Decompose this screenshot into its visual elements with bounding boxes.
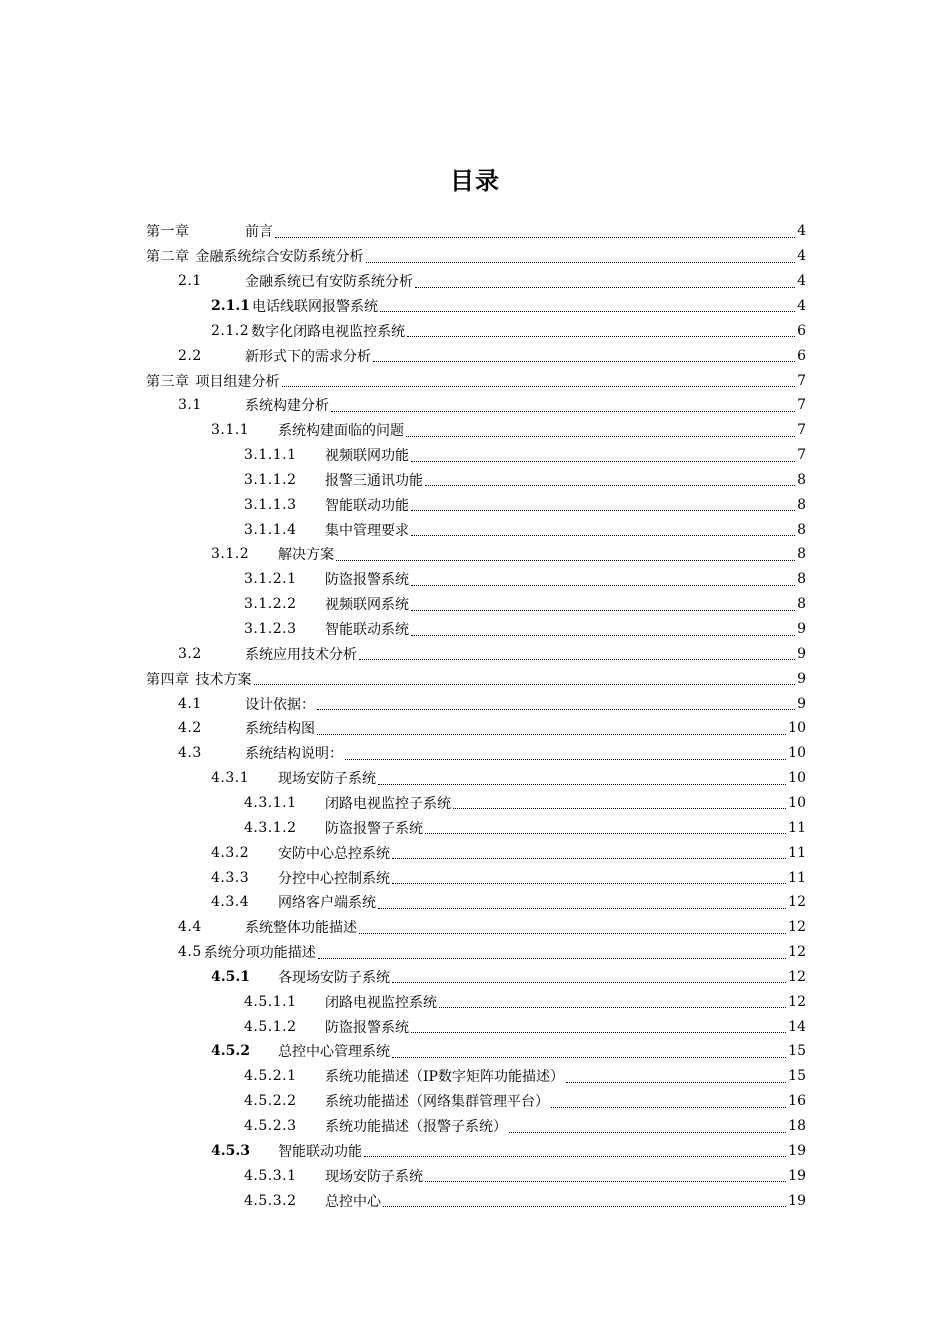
toc-entry[interactable] — [244, 1114, 806, 1139]
toc-entry-page: 8 — [797, 546, 806, 563]
toc-entry-title: 智能联动功能 — [278, 1143, 362, 1160]
toc-dot-leader — [411, 510, 795, 511]
toc-dot-leader — [411, 635, 795, 636]
toc-dot-leader — [359, 933, 786, 934]
toc-dot-leader — [254, 684, 796, 685]
toc-entry-title: 技术方案 — [195, 671, 252, 688]
toc-entry-title: 视频联网系统 — [325, 597, 409, 614]
toc-entry-page: 8 — [797, 571, 806, 588]
toc-entry[interactable] — [178, 641, 806, 666]
toc-entry[interactable] — [211, 965, 806, 990]
toc-entry[interactable] — [244, 1014, 806, 1039]
toc-entry-title: 安防中心总控系统 — [278, 845, 390, 862]
toc-entry-page: 4 — [797, 297, 806, 314]
toc-entry-number: 4.5.3.1 — [244, 1167, 297, 1184]
toc-entry-number: 4.3.1.1 — [244, 794, 297, 811]
toc-entry-page: 7 — [797, 397, 806, 414]
toc-entry-title: 前言 — [245, 224, 273, 241]
toc-entry-number: 2.1.1 — [211, 297, 250, 314]
toc-entry-title: 设计依据： — [245, 696, 315, 713]
toc-dot-leader — [411, 461, 795, 462]
toc-entry-page: 4 — [797, 273, 806, 290]
toc-entry-page: 7 — [797, 447, 806, 464]
toc-entry-title: 新形式下的需求分析 — [245, 348, 371, 365]
toc-dot-leader — [345, 759, 786, 760]
toc-entry-number: 4.3.4 — [211, 894, 250, 911]
toc-entry-title: 视频联网功能 — [325, 448, 409, 465]
toc-entry-title: 各现场安防子系统 — [278, 969, 390, 986]
toc-entry-title: 闭路电视监控子系统 — [325, 795, 451, 812]
toc-dot-leader — [359, 659, 795, 660]
toc-entry-number: 3.1.1 — [211, 422, 250, 439]
toc-entry[interactable] — [244, 617, 806, 642]
toc-entry[interactable] — [178, 716, 806, 741]
toc-entry-title: 分控中心控制系统 — [278, 870, 390, 887]
toc-entry-title: 系统构建分析 — [245, 398, 329, 415]
toc-entry-title: 系统应用技术分析 — [245, 646, 357, 663]
toc-entry-title: 数字化闭路电视监控系统 — [251, 323, 406, 340]
toc-entry-title: 系统分项功能描述 — [203, 945, 316, 962]
toc-entry[interactable] — [211, 766, 806, 791]
toc-dot-leader — [378, 784, 786, 785]
toc-entry-page: 12 — [788, 894, 806, 911]
toc-entry[interactable] — [244, 1089, 806, 1114]
toc-entry-title: 金融系统综合安防系统分析 — [195, 249, 364, 266]
toc-entry-number: 4.5.3.2 — [244, 1192, 297, 1209]
toc-entry-number: 3.1.2.1 — [244, 571, 297, 588]
toc-entry[interactable] — [244, 815, 806, 840]
toc-entry[interactable] — [211, 294, 806, 319]
toc-entry[interactable] — [211, 542, 806, 567]
toc-entry-number: 2.1 — [178, 273, 202, 290]
page-title: 目录 — [450, 167, 500, 195]
toc-entry-title: 解决方案 — [278, 547, 334, 564]
toc-entry-number: 3.2 — [178, 645, 202, 662]
toc-entry-title: 系统功能描述（IP数字矩阵功能描述） — [325, 1069, 564, 1086]
toc-entry-number: 4.1 — [178, 695, 202, 712]
toc-entry-number: 4.3 — [178, 745, 202, 762]
toc-entry-number: 4.5.2.3 — [244, 1118, 297, 1135]
toc-dot-leader — [411, 1032, 786, 1033]
toc-entry-title: 防盗报警系统 — [325, 572, 409, 589]
toc-entry-title: 智能联动功能 — [325, 497, 409, 514]
toc-entry-number: 4.5.1.2 — [244, 1018, 297, 1035]
toc-entry[interactable] — [178, 915, 806, 940]
toc-entry-number: 2.1.2 — [211, 322, 250, 339]
toc-dot-leader — [406, 436, 795, 437]
toc-entry-number: 4.5.1.1 — [244, 993, 297, 1010]
toc-dot-leader — [411, 535, 795, 536]
toc-entry[interactable] — [244, 517, 806, 542]
toc-dot-leader — [392, 858, 786, 859]
toc-entry-number: 3.1.1.1 — [244, 447, 297, 464]
toc-entry-page: 12 — [788, 919, 806, 936]
toc-entry-page: 8 — [797, 496, 806, 513]
toc-entry-page: 9 — [797, 670, 806, 687]
toc-entry-title: 现场安防子系统 — [278, 771, 376, 788]
toc-dot-leader — [392, 883, 786, 884]
toc-entry[interactable] — [244, 592, 806, 617]
toc-dot-leader — [378, 908, 786, 909]
toc-entry-page: 8 — [797, 471, 806, 488]
toc-entry-number: 4.5.2.1 — [244, 1068, 297, 1085]
toc-entry-title: 现场安防子系统 — [325, 1168, 423, 1185]
toc-entry-number: 第二章 — [146, 249, 190, 266]
toc-entry-page: 18 — [788, 1118, 806, 1135]
toc-entry-number: 3.1.2.3 — [244, 621, 297, 638]
toc-entry-page: 19 — [788, 1142, 806, 1159]
toc-entry-page: 19 — [788, 1192, 806, 1209]
toc-dot-leader — [407, 336, 795, 337]
toc-entry-page: 12 — [788, 944, 806, 961]
toc-entry[interactable] — [244, 791, 806, 816]
toc-entry-page: 4 — [797, 223, 806, 240]
toc-entry-title: 总控中心管理系统 — [278, 1044, 390, 1061]
toc-entry-page: 15 — [788, 1068, 806, 1085]
toc-dot-leader — [551, 1107, 786, 1108]
toc-entry-title: 集中管理要求 — [325, 522, 409, 539]
toc-entry-page: 11 — [788, 869, 806, 886]
toc-entry-title: 系统结构图 — [245, 721, 315, 738]
toc-dot-leader — [317, 709, 795, 710]
toc-dot-leader — [566, 1082, 786, 1083]
toc-dot-leader — [275, 237, 795, 238]
toc-entry-number: 4.3.3 — [211, 869, 250, 886]
toc-dot-leader — [380, 311, 795, 312]
toc-entry-number: 4.2 — [178, 720, 202, 737]
toc-entry-number: 4.5.1 — [211, 968, 250, 985]
toc-entry[interactable] — [244, 989, 806, 1014]
toc-entry-page: 10 — [788, 794, 806, 811]
toc-entry-number: 4.5.2 — [211, 1043, 250, 1060]
toc-entry-page: 6 — [797, 347, 806, 364]
toc-entry[interactable] — [211, 890, 806, 915]
toc-dot-leader — [392, 1057, 786, 1058]
toc-entry-title: 闭路电视监控系统 — [325, 994, 437, 1011]
toc-entry-page: 7 — [797, 422, 806, 439]
toc-dot-leader — [415, 287, 795, 288]
toc-entry[interactable] — [178, 741, 806, 766]
toc-entry-number: 第一章 — [146, 224, 190, 241]
toc-dot-leader — [439, 1007, 786, 1008]
toc-dot-leader — [366, 262, 796, 263]
toc-dot-leader — [282, 386, 796, 387]
toc-entry[interactable] — [211, 1138, 806, 1163]
toc-dot-leader — [453, 808, 786, 809]
toc-dot-leader — [317, 734, 786, 735]
toc-entry[interactable] — [211, 840, 806, 865]
toc-dot-leader — [392, 982, 786, 983]
toc-entry[interactable] — [178, 269, 806, 294]
toc-entry[interactable] — [146, 219, 806, 244]
toc-entry-page: 19 — [788, 1167, 806, 1184]
toc-dot-leader — [383, 1206, 786, 1207]
toc-entry[interactable] — [244, 1163, 806, 1188]
toc-dot-leader — [336, 560, 795, 561]
toc-dot-leader — [318, 958, 786, 959]
toc-entry-page: 10 — [788, 770, 806, 787]
toc-entry[interactable] — [211, 1039, 806, 1064]
toc-entry-number: 3.1.2 — [211, 546, 250, 563]
toc-entry-title: 总控中心 — [325, 1193, 381, 1210]
toc-entry-number: 4.5 — [178, 944, 202, 961]
toc-entry-page: 11 — [788, 844, 806, 861]
toc-entry-number: 3.1.1.4 — [244, 521, 297, 538]
toc-entry-title: 智能联动系统 — [325, 622, 409, 639]
toc-entry-page: 9 — [797, 695, 806, 712]
toc-entry-title: 防盗报警子系统 — [325, 820, 423, 837]
toc-dot-leader — [425, 1181, 786, 1182]
toc-entry-number: 4.3.1 — [211, 770, 250, 787]
toc-entry-page: 16 — [788, 1093, 806, 1110]
toc-dot-leader — [411, 610, 795, 611]
toc-entry[interactable] — [244, 468, 806, 493]
toc-entry-title: 系统功能描述（报警子系统） — [325, 1119, 507, 1136]
toc-entry[interactable] — [146, 368, 806, 393]
toc-entry[interactable] — [178, 343, 806, 368]
toc-entry-page: 9 — [797, 645, 806, 662]
toc-entry-number: 3.1.1.3 — [244, 496, 297, 513]
toc-entry-title: 项目组建分析 — [195, 373, 280, 390]
toc-dot-leader — [373, 361, 795, 362]
toc-entry-number: 4.4 — [178, 919, 202, 936]
toc-entry-page: 8 — [797, 521, 806, 538]
toc-dot-leader — [425, 833, 786, 834]
toc-entry[interactable] — [146, 666, 806, 691]
toc-entry[interactable] — [244, 567, 806, 592]
toc-entry-page: 11 — [788, 819, 806, 836]
toc-dot-leader — [425, 485, 795, 486]
toc-entry[interactable] — [211, 865, 806, 890]
toc-entry-page: 12 — [788, 993, 806, 1010]
toc-entry-number: 3.1.2.2 — [244, 596, 297, 613]
toc-entry-number: 2.2 — [178, 347, 202, 364]
toc-entry[interactable] — [146, 244, 806, 269]
toc-entry-title: 系统构建面临的问题 — [278, 423, 404, 440]
toc-entry[interactable] — [244, 1188, 806, 1213]
toc-dot-leader — [331, 411, 795, 412]
toc-entry-page: 15 — [788, 1043, 806, 1060]
toc-entry[interactable] — [244, 1064, 806, 1089]
toc-entry-title: 防盗报警系统 — [325, 1019, 409, 1036]
toc-entry-page: 14 — [788, 1018, 806, 1035]
toc-dot-leader — [364, 1156, 786, 1157]
toc-entry-page: 7 — [797, 372, 806, 389]
toc-entry-page: 4 — [797, 248, 806, 265]
toc-entry[interactable] — [244, 443, 806, 468]
toc-dot-leader — [509, 1132, 786, 1133]
toc-entry-number: 3.1 — [178, 397, 202, 414]
toc-entry-page: 10 — [788, 745, 806, 762]
toc-entry[interactable] — [211, 418, 806, 443]
toc-entry-page: 10 — [788, 720, 806, 737]
toc-entry-number: 4.3.2 — [211, 844, 250, 861]
toc-entry-title: 报警三通讯功能 — [325, 472, 423, 489]
toc-entry-number: 第三章 — [146, 373, 190, 390]
toc-entry-page: 8 — [797, 596, 806, 613]
toc-entry-page: 9 — [797, 621, 806, 638]
toc-entry[interactable] — [244, 492, 806, 517]
toc-entry[interactable] — [178, 393, 806, 418]
toc-entry-title: 系统整体功能描述 — [245, 920, 357, 937]
toc-entry-title: 电话线联网报警系统 — [251, 298, 378, 315]
toc-entry-number: 第四章 — [146, 671, 190, 688]
toc-entry-title: 系统结构说明： — [245, 746, 343, 763]
toc-entry[interactable] — [178, 691, 806, 716]
toc-entry-page: 6 — [797, 322, 806, 339]
toc-entry-number: 4.5.3 — [211, 1142, 250, 1159]
toc-entry-number: 3.1.1.2 — [244, 471, 297, 488]
toc-entry-number: 4.3.1.2 — [244, 819, 297, 836]
toc-dot-leader — [411, 585, 795, 586]
toc-entry[interactable] — [211, 318, 806, 343]
toc-entry[interactable] — [178, 940, 806, 965]
toc-entry-title: 系统功能描述（网络集群管理平台） — [325, 1094, 549, 1111]
toc-entry-page: 12 — [788, 968, 806, 985]
toc-entry-number: 4.5.2.2 — [244, 1093, 297, 1110]
toc-entry-title: 金融系统已有安防系统分析 — [245, 274, 413, 291]
toc-entry-title: 网络客户端系统 — [278, 895, 376, 912]
